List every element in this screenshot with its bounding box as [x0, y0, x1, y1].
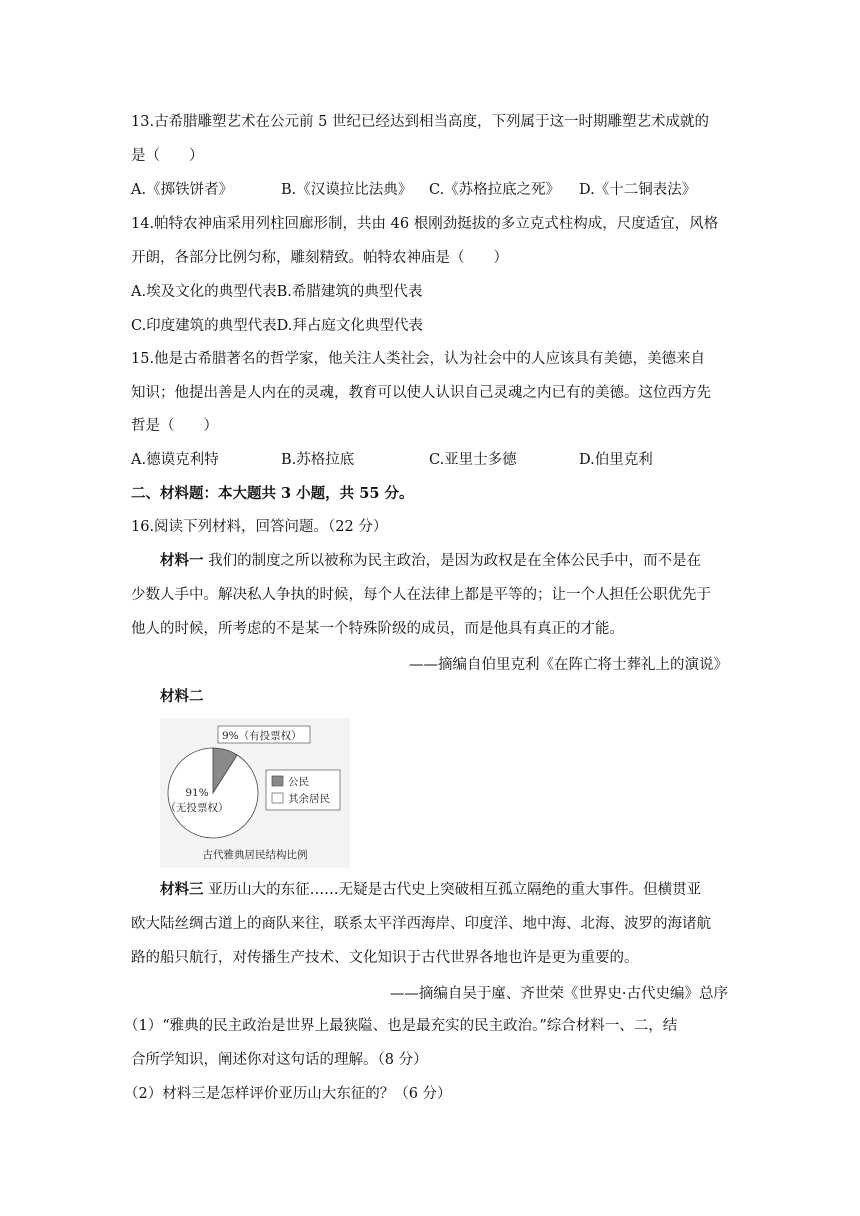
legend-label-others: 其余居民 — [288, 793, 330, 805]
slice-label-others-value: 91% — [185, 787, 209, 799]
material1-source: ——摘编自伯里克利《在阵亡将士葬礼上的演说》 — [409, 657, 728, 673]
legend-label-citizens: 公民 — [288, 776, 309, 788]
q13-option-d: D.《十二铜表法》 — [579, 182, 697, 198]
subquestion1-line2: 合所学知识，阐述你对这句话的理解。（8 分） — [131, 1052, 428, 1068]
pie-chart-figure — [160, 718, 350, 868]
pie-slices — [165, 748, 258, 838]
q13-option-a: A.《掷铁饼者》 — [131, 182, 234, 198]
q15-option-a: A.德谟克利特 — [131, 452, 219, 468]
legend-swatch-citizens — [272, 776, 283, 786]
chart-title: 古代雅典居民结构比例 — [202, 849, 308, 861]
q13-option-b: B.《汉谟拉比法典》 — [281, 182, 413, 198]
legend-swatch-others — [272, 793, 283, 803]
q14-line2: 开朗，各部分比例匀称，雕刻精致。帕特农神庙是（ ） — [131, 250, 508, 266]
slice-label-citizens: 9%（有投票权） — [222, 730, 302, 742]
material3-source: ——摘编自吴于廑、齐世荣《世界史·古代史编》总序 — [389, 986, 728, 1002]
q15-option-b: B.苏格拉底 — [281, 452, 355, 468]
material3-line3: 路的船只航行，对传播生产技术、文化知识于古代世界各地也许是更为重要的。 — [131, 950, 639, 966]
material3-line1 — [160, 880, 701, 900]
pie-chart — [160, 718, 350, 868]
q15-option-c: C.亚里士多德 — [429, 452, 517, 468]
q13-line2: 是（ ） — [131, 148, 204, 164]
q13-option-c: C.《苏格拉底之死》 — [429, 182, 561, 198]
material2-label: 材料二 — [160, 688, 204, 705]
material3-label: 材料三 — [160, 881, 204, 898]
q14-options-row1: A.埃及文化的典型代表B.希腊建筑的典型代表 — [131, 284, 423, 300]
material3-line2: 欧大陆丝绸古道上的商队来往，联系太平洋西海岸、印度洋、地中海、北海、波罗的海诸航 — [131, 916, 711, 932]
material1-text1: 我们的制度之所以被称为民主政治，是因为政权是在全体公民手中，而不是在 — [208, 553, 702, 569]
material1-line2: 少数人手中。解决私人争执的时候，每个人在法律上都是平等的；让一个人担任公职优先于 — [131, 587, 711, 603]
q13-line1: 13.古希腊雕塑艺术在公元前 5 世纪已经达到相当高度，下列属于这一时期雕塑艺术成就的 — [131, 114, 709, 130]
q14-line1: 14.帕特农神庙采用列柱回廊形制，共由 46 根刚劲挺拔的多立克式柱构成，尺度适宜，风格 — [131, 216, 719, 232]
q15-line1: 15.他是古希腊著名的哲学家，他关注人类社会，认为社会中的人应该具有美德，美德来自 — [131, 351, 706, 367]
material1-label: 材料一 — [160, 552, 204, 569]
pie-slice-others — [165, 748, 258, 838]
q15-line2: 知识；他提出善是人内在的灵魂，教育可以使人认识自己灵魂之内已有的美德。这位西方先 — [131, 385, 711, 401]
material3-text1: 亚历山大的东征……无疑是古代史上突破相互孤立隔绝的重大事件。但横贯亚 — [208, 882, 702, 898]
q15-option-d: D.伯里克利 — [579, 452, 653, 468]
q15-line3: 哲是（ ） — [131, 418, 218, 434]
section2-heading: 二、材料题：本大题共 3 小题，共 55 分。 — [131, 485, 414, 502]
subquestion1-line1: （1）“雅典的民主政治是世界上最狭隘、也是最充实的民主政治。”综合材料一、二，结 — [124, 1018, 678, 1034]
slice-label-others-note: （无投票权） — [165, 802, 229, 814]
material1-line3: 他人的时候，所考虑的不是某一个特殊阶级的成员，而是他具有真正的才能。 — [131, 621, 624, 637]
material1-line1 — [160, 551, 701, 571]
q16-stem: 16.阅读下列材料，回答问题。（22 分） — [131, 519, 388, 535]
q14-options-row2: C.印度建筑的典型代表D.拜占庭文化典型代表 — [131, 318, 423, 334]
subquestion2: （2）材料三是怎样评价亚历山大东征的？（6 分） — [124, 1086, 452, 1102]
